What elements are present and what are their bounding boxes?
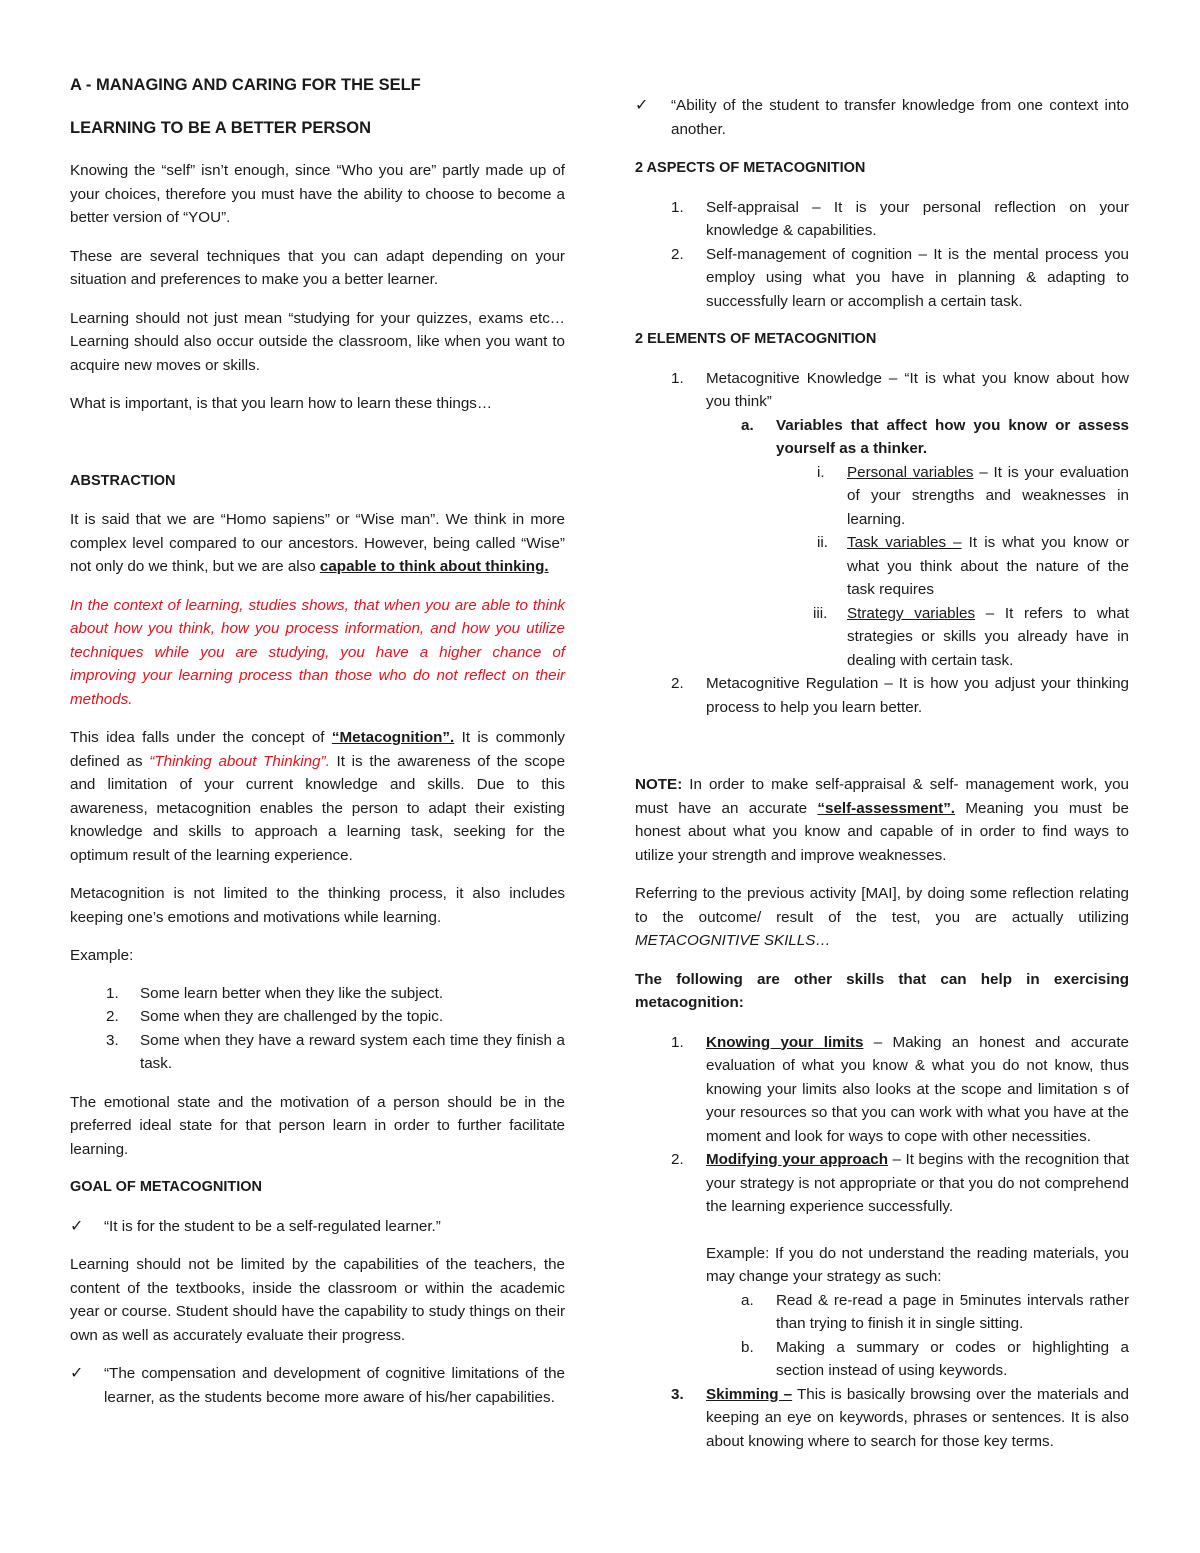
list-number: 2. — [671, 245, 684, 263]
abstraction-paragraph-1 — [70, 508, 565, 579]
elements-heading: 2 ELEMENTS OF METACOGNITION — [635, 331, 877, 347]
referring-text: Referring to the previous activity [MAI], by doing some reflection relating to the outcome/ result of the test, you are actually utilizing — [635, 885, 1129, 926]
sub-list-item — [635, 1336, 1129, 1383]
variable-text: – It refers to what strategies or skills you already have in dealing with certain task. — [847, 604, 1129, 669]
referring-paragraph — [635, 882, 1129, 953]
abstraction-emphasis: capable to think about thinking. — [319, 558, 549, 575]
list-item — [70, 1005, 565, 1029]
metacognition-term: “Metacognition”. — [331, 729, 455, 746]
variable-item — [635, 531, 1129, 602]
intro-paragraph-1: Knowing the “self” isn’t enough, since “Who you are” partly made up of your choices, therefore you must have the ability to choose to become a better version of “YOU”. — [70, 162, 565, 226]
list-number: 3. — [106, 1031, 119, 1049]
skill-item — [635, 1031, 1129, 1149]
list-number: 2. — [106, 1008, 119, 1025]
checklist-item — [70, 1362, 565, 1409]
skill-text: This is basically browsing over the materials and keeping an eye on keywords, phrases or sentences. It is also about knowing where to search for those key terms. — [706, 1385, 1129, 1450]
variable-item — [635, 602, 1129, 673]
elements-list — [635, 367, 1129, 720]
metacognition-definition — [70, 726, 565, 867]
list-item — [635, 196, 1129, 243]
list-item — [70, 982, 565, 1006]
note-paragraph — [635, 773, 1129, 867]
list-item — [70, 1029, 565, 1076]
document-title: A - MANAGING AND CARING FOR THE SELF — [70, 76, 421, 94]
skill-text: – It begins with the recognition that your strategy is not appropriate or that you do not comprehend the learning experience successfully. — [706, 1151, 1129, 1215]
intro-paragraph-3: Learning should not just mean “studying for your quizzes, exams etc… Learning should also occur outside the classroom, like when you want to acquire new moves or skills. — [70, 309, 565, 374]
skill-item — [635, 1148, 1129, 1219]
intro-paragraph-4: What is important, is that you learn how to learn these things… — [70, 395, 493, 412]
skill-example: Example: If you do not understand the reading materials, you may change your strategy as such: — [706, 1244, 1129, 1285]
self-assessment-term: “self-assessment”. — [817, 799, 956, 817]
list-item — [635, 243, 1129, 314]
list-letter: b. — [741, 1338, 754, 1356]
checklist-text: “It is for the student to be a self-regulated learner.” — [104, 1217, 441, 1235]
checklist-item — [635, 94, 1129, 141]
definition-text: It is commonly defined as — [70, 729, 565, 770]
list-roman: iii. — [813, 604, 828, 622]
skills-list — [635, 1031, 1129, 1454]
list-letter: a. — [741, 416, 754, 434]
left-column — [70, 159, 565, 1409]
skill-item — [635, 1383, 1129, 1454]
goal-paragraph: Learning should not be limited by the capabilities of the teachers, the content of the textbooks, inside the classroom or within the academic year or course. Student should have the capability to study things on their own as well as accurately evaluate their progress. — [70, 1256, 565, 1344]
list-number: 1. — [106, 984, 119, 1002]
list-number: 1. — [671, 198, 684, 216]
list-text: Metacognitive Regulation – It is how you adjust your thinking process to help you learn better. — [706, 675, 1129, 716]
list-number: 1. — [671, 369, 684, 387]
skill-term: Modifying your approach — [706, 1151, 888, 1168]
thinking-about-thinking: “Thinking about Thinking”. — [149, 752, 330, 770]
variable-term: Personal variables — [847, 463, 974, 481]
metacognitive-skills-term: METACOGNITIVE SKILLS… — [635, 932, 831, 949]
list-text: Self-management of cognition – It is the mental process you employ using what you have in planning & adapting to successfully learn or accomplish a certain task. — [706, 245, 1129, 310]
examples-list — [70, 982, 565, 1076]
list-text: Some when they are challenged by the topic. — [140, 1008, 444, 1025]
right-column — [635, 94, 1129, 1453]
variable-term: Task variables – — [847, 534, 962, 551]
definition-text: It is the awareness of the scope and limitation of your current knowledge and skills. Due to this awareness, metacognition enables the person to adapt their existing knowledge and skills to approach a learning task, seeking for the optimum result of the learning experience. — [70, 752, 566, 864]
variable-item — [635, 461, 1129, 532]
goal-heading: GOAL OF METACOGNITION — [70, 1179, 262, 1195]
list-text: Read & re-read a page in 5minutes intervals rather than trying to finish it in single sitting. — [776, 1291, 1129, 1332]
list-text: Some when they have a reward system each time they finish a task. — [140, 1031, 565, 1072]
checklist-item — [70, 1215, 565, 1239]
note-label: NOTE: — [635, 776, 683, 793]
metacognition-emotions: Metacognition is not limited to the thinking process, it also includes keeping one’s emotions and motivations while learning. — [70, 885, 565, 926]
example-label: Example: — [70, 947, 134, 964]
variable-text: – It is your evaluation of your strengths and weaknesses in learning. — [847, 463, 1129, 528]
variable-term: Strategy variables — [847, 604, 976, 622]
emotional-state-paragraph: The emotional state and the motivation of a person should be in the preferred ideal state for that person learn in order to further facilitate learning. — [70, 1093, 565, 1158]
checklist-text: “Ability of the student to transfer knowledge from one context into another. — [671, 97, 1129, 138]
sub-list-item — [635, 414, 1129, 461]
definition-text: This idea falls under the concept of — [70, 729, 332, 746]
variable-text: It is what you know or what you think about the nature of the task requires — [847, 534, 1129, 598]
list-number: 1. — [671, 1033, 684, 1051]
list-text: Variables that affect how you know or assess yourself as a thinker. — [776, 416, 1129, 457]
section-subtitle: LEARNING TO BE A BETTER PERSON — [70, 119, 371, 137]
list-number: 2. — [671, 1151, 684, 1168]
list-letter: a. — [741, 1291, 754, 1309]
aspects-heading: 2 ASPECTS OF METACOGNITION — [635, 160, 866, 176]
list-number: 3. — [671, 1385, 684, 1403]
intro-paragraph-2: These are several techniques that you can adapt depending on your situation and preferences to make you a better learner. — [70, 247, 565, 288]
list-item — [635, 672, 1129, 719]
list-roman: i. — [817, 463, 825, 481]
checkmark-icon: ✓ — [635, 97, 649, 114]
list-text: Some learn better when they like the subject. — [140, 984, 444, 1002]
abstraction-red-paragraph: In the context of learning, studies shows, that when you are able to think about how you think, how you process information, and how you utilize techniques while you are studying, you have a higher chance of improving your learning process than those who do not reflect on their methods. — [70, 596, 565, 708]
list-text: Self-appraisal – It is your personal reflection on your knowledge & capabilities. — [706, 198, 1129, 239]
aspects-list — [635, 196, 1129, 314]
list-item — [635, 367, 1129, 414]
sub-list-item — [635, 1289, 1129, 1336]
list-text: Making a summary or codes or highlighting a section instead of using keywords. — [776, 1338, 1129, 1379]
skill-term: Skimming – — [706, 1385, 793, 1403]
skill-text: – Making an honest and accurate evaluation of what you know & what you do not know, thus knowing your limits also looks at the scope and limitation s of your resources so that you can work with what you have at the moment and look for ways to cope with other necessities. — [706, 1033, 1129, 1145]
list-text: Metacognitive Knowledge – “It is what you know about how you think” — [706, 369, 1129, 410]
checkmark-icon: ✓ — [70, 1217, 84, 1235]
checkmark-icon: ✓ — [70, 1365, 84, 1382]
abstraction-text: It is said that we are “Homo sapiens” or “Wise man”. We think in more complex level compared to our ancestors. However, being called “Wise” not only do we think, but we are also — [70, 511, 565, 575]
note-text: In order to make self-appraisal & self- management work, you must have an accurate — [635, 776, 1129, 817]
skills-intro: The following are other skills that can help in exercising metacognition: — [635, 970, 1129, 1011]
list-roman: ii. — [817, 534, 828, 551]
list-number: 2. — [671, 675, 684, 692]
checklist-text: “The compensation and development of cognitive limitations of the learner, as the students become more aware of his/her capabilities. — [104, 1365, 565, 1406]
abstraction-heading: ABSTRACTION — [70, 472, 176, 489]
skill-term: Knowing your limits — [706, 1033, 864, 1051]
note-text: Meaning you must be honest about what you know and capable of in order to find ways to utilize your strength and improve weaknesses. — [635, 799, 1129, 864]
